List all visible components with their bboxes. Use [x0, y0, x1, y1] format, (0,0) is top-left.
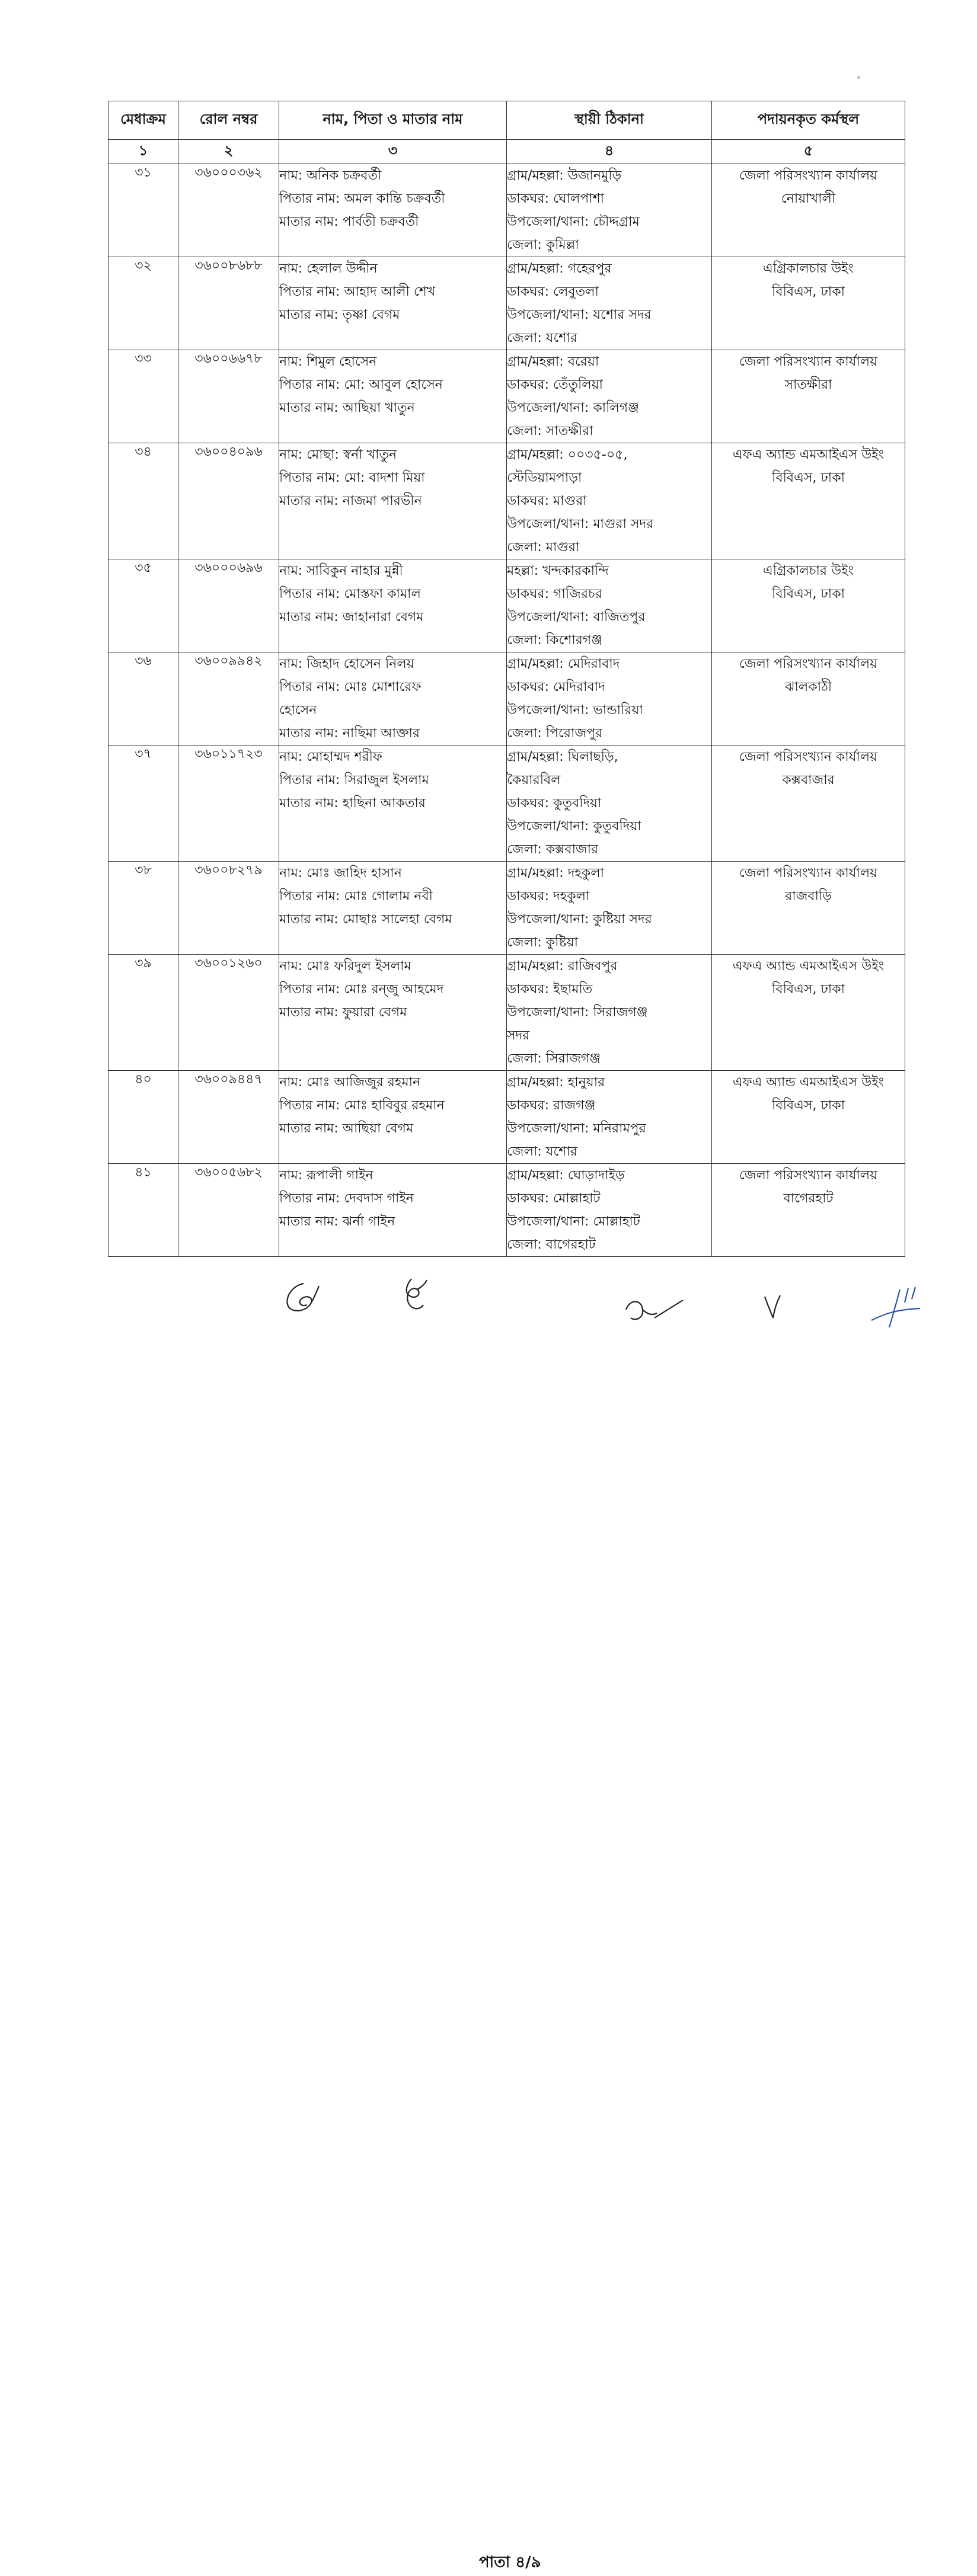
name-line: নাম: জিহাদ হোসেন নিলয় [279, 657, 414, 671]
posting-cell [712, 862, 905, 955]
address-line: গ্রাম/মহল্লা: গহেরপুর [507, 261, 612, 276]
table-row [108, 443, 905, 559]
table-row [108, 164, 905, 257]
name-line: পিতার নাম: মোঃ হাবিবুর রহমান [279, 1098, 445, 1113]
roll-cell [178, 862, 279, 955]
roll-number: ৩৬০০৫৬৮২ [194, 1165, 263, 1180]
header-posting: পদায়নকৃত কর্মস্থল [712, 101, 905, 140]
address-line: কৈয়ারবিল [507, 773, 561, 788]
merit-cell [108, 559, 178, 652]
name-line: মাতার নাম: ঝর্না গাইন [279, 1214, 395, 1229]
column-number: ৫ [712, 140, 905, 164]
name-cell [279, 443, 507, 559]
name-line: মাতার নাম: নাছিমা আক্তার [279, 726, 420, 741]
merit-value: ৩৬ [135, 654, 152, 668]
address-line: জেলা: বাগেরহাট [507, 1237, 596, 1252]
address-cell [507, 559, 712, 652]
address-line: গ্রাম/মহল্লা: বরেয়া [507, 354, 599, 369]
table-row [108, 955, 905, 1071]
address-line: জেলা: যশোর [507, 1144, 577, 1159]
roll-cell [178, 559, 279, 652]
signature-4 [760, 1292, 784, 1321]
name-line: পিতার নাম: অমল কান্তি চক্রবর্তী [279, 191, 445, 206]
address-line: সদর [507, 1028, 530, 1043]
name-line: মাতার নাম: জাহানারা বেগম [279, 610, 424, 625]
name-line: নাম: শিমুল হোসেন [279, 354, 377, 369]
posting-line: বিবিএস, ঢাকা [772, 1098, 845, 1113]
posting-line: জেলা পরিসংখ্যান কার্যালয় [739, 657, 878, 671]
address-line: উপজেলা/থানা: মনিরামপুর [507, 1121, 646, 1136]
address-cell [507, 652, 712, 745]
merit-cell [108, 443, 178, 559]
name-line: পিতার নাম: মোঃ রন্জু আহমেদ [279, 982, 444, 997]
address-line: উপজেলা/থানা: সিরাজগঞ্জ [507, 1005, 648, 1020]
name-line: মাতার নাম: আছিয়া বেগম [279, 1121, 414, 1136]
posting-line: এগ্রিকালচার উইং [762, 261, 854, 276]
posting-cell [712, 955, 905, 1071]
address-line: মহল্লা: খন্দকারকান্দি [507, 564, 609, 578]
address-line: জেলা: কুষ্টিয়া [507, 935, 578, 950]
posting-line: বিবিএস, ঢাকা [772, 587, 845, 601]
posting-line: নোয়াখালী [781, 191, 836, 206]
table-row [108, 745, 905, 862]
address-line: ডাকঘর: রাজগঞ্জ [507, 1098, 596, 1113]
name-cell [279, 1071, 507, 1164]
merit-cell [108, 862, 178, 955]
merit-value: ৩৮ [135, 863, 152, 878]
name-line: নাম: মোছা: স্বর্না খাতুন [279, 447, 397, 462]
name-line: পিতার নাম: আহাদ আলী শেখ [279, 284, 436, 299]
header-row [108, 101, 905, 140]
roll-cell [178, 257, 279, 350]
roll-number: ৩৬০০৪০৯৬ [194, 444, 263, 459]
address-cell [507, 1164, 712, 1257]
name-line: নাম: মোঃ আজিজুর রহমান [279, 1075, 421, 1090]
posting-cell [712, 1164, 905, 1257]
table-row [108, 652, 905, 745]
address-line: উপজেলা/থানা: কালিগঞ্জ [507, 401, 639, 415]
posting-line: জেলা পরিসংখ্যান কার্যালয় [739, 354, 878, 369]
posting-cell [712, 652, 905, 745]
name-line: নাম: মোঃ ফরিদুল ইসলাম [279, 959, 411, 974]
posting-line: এফএ অ্যান্ড এমআইএস উইং [732, 1075, 885, 1090]
page-footer [0, 1274, 977, 2571]
name-line: মাতার নাম: তৃষ্ণা বেগম [279, 308, 400, 322]
merit-cell [108, 257, 178, 350]
name-line: পিতার নাম: মো: আবুল হোসেন [279, 377, 443, 392]
address-line: ডাকঘর: কুতুবদিয়া [507, 796, 602, 811]
address-cell [507, 955, 712, 1071]
name-cell [279, 559, 507, 652]
roll-number: ৩৬০১১৭২৩ [194, 747, 263, 761]
address-cell [507, 257, 712, 350]
roll-number: ৩৬০০৬৬৭৮ [194, 351, 263, 366]
name-cell [279, 955, 507, 1071]
name-line: পিতার নাম: মো: বাদশা মিয়া [279, 471, 425, 485]
roll-number: ৩৬০০০৩৬২ [194, 165, 263, 180]
signature-1 [280, 1280, 321, 1316]
posting-cell [712, 350, 905, 443]
address-cell [507, 443, 712, 559]
address-line: গ্রাম/মহল্লা: রাজিবপুর [507, 959, 618, 974]
address-cell [507, 1071, 712, 1164]
name-cell [279, 164, 507, 257]
name-line: হোসেন [279, 703, 317, 718]
roll-number: ৩৬০০৯৯৪২ [194, 654, 263, 668]
name-line: পিতার নাম: সিরাজুল ইসলাম [279, 773, 429, 788]
table-row [108, 350, 905, 443]
name-line: নাম: অনিক চক্রবর্তী [279, 168, 382, 183]
address-line: গ্রাম/মহল্লা: দহকুলা [507, 866, 604, 881]
address-line: জেলা: সাতক্ষীরা [507, 424, 593, 439]
posting-line: জেলা পরিসংখ্যান কার্যালয় [739, 750, 878, 764]
table-row [108, 257, 905, 350]
scan-speck [857, 76, 860, 79]
merit-value: ৩৩ [135, 351, 152, 366]
merit-cell [108, 164, 178, 257]
address-line: উপজেলা/থানা: কুতুবদিয়া [507, 819, 641, 834]
address-line: উপজেলা/থানা: ভান্ডারিয়া [507, 703, 643, 718]
posting-cell [712, 257, 905, 350]
address-line: জেলা: সিরাজগঞ্জ [507, 1051, 601, 1066]
name-cell [279, 257, 507, 350]
merit-value: ৪০ [135, 1072, 152, 1087]
address-line: জেলা: মাগুরা [507, 540, 580, 555]
address-line: গ্রাম/মহল্লা: হানুয়ার [507, 1075, 605, 1090]
address-line: উপজেলা/থানা: মাগুরা সদর [507, 517, 654, 532]
merit-cell [108, 955, 178, 1071]
column-number: ৩ [279, 140, 507, 164]
roll-number: ৩৬০০৮৬৮৮ [194, 258, 263, 273]
address-line: গ্রাম/মহল্লা: ঘিলাছড়ি, [507, 750, 618, 764]
roll-cell [178, 1164, 279, 1257]
address-line: উপজেলা/থানা: যশোর সদর [507, 308, 652, 322]
posting-line: বিবিএস, ঢাকা [772, 284, 845, 299]
address-line: গ্রাম/মহল্লা: ০০৩৫-০৫, [507, 447, 628, 462]
name-line: পিতার নাম: মোঃ মোশারেফ [279, 680, 422, 695]
address-line: স্টেডিয়ামপাড়া [507, 471, 582, 485]
merit-cell [108, 1071, 178, 1164]
merit-cell [108, 652, 178, 745]
table-row [108, 1164, 905, 1257]
posting-line: জেলা পরিসংখ্যান কার্যালয় [739, 168, 878, 183]
address-line: জেলা: পিরোজপুর [507, 726, 603, 741]
table-row [108, 1071, 905, 1164]
address-line: গ্রাম/মহল্লা: উজানমুড়ি [507, 168, 622, 183]
posting-line: বাগেরহাট [783, 1191, 834, 1206]
signature-2 [394, 1274, 435, 1316]
column-number: ১ [108, 140, 178, 164]
merit-cell [108, 1164, 178, 1257]
merit-value: ৩৪ [135, 444, 152, 459]
name-line: মাতার নাম: আছিয়া খাতুন [279, 401, 415, 415]
address-line: ডাকঘর: ঘোলপাশা [507, 191, 605, 206]
address-cell [507, 745, 712, 862]
posting-line: বিবিএস, ঢাকা [772, 471, 845, 485]
merit-value: ৩২ [135, 258, 152, 273]
signature-5 [866, 1285, 925, 1329]
address-line: ডাকঘর: মেদিরাবাদ [507, 680, 605, 695]
address-cell [507, 350, 712, 443]
address-line: উপজেলা/থানা: বাজিতপুর [507, 610, 646, 625]
posting-line: বিবিএস, ঢাকা [772, 982, 845, 997]
address-line: ডাকঘর: তেঁতুলিয়া [507, 377, 604, 392]
roll-number: ৩৬০০৯৪৪৭ [194, 1072, 263, 1087]
name-cell [279, 652, 507, 745]
name-cell [279, 1164, 507, 1257]
name-line: নাম: হেলাল উদ্দীন [279, 261, 378, 276]
merit-cell [108, 350, 178, 443]
roll-cell [178, 443, 279, 559]
name-line: পিতার নাম: মোঃ গোলাম নবী [279, 889, 433, 904]
name-line: নাম: মোঃ জাহিদ হাসান [279, 866, 402, 881]
address-cell [507, 164, 712, 257]
roll-cell [178, 745, 279, 862]
header-address: স্থায়ী ঠিকানা [507, 101, 712, 140]
address-line: উপজেলা/থানা: কুষ্টিয়া সদর [507, 912, 652, 927]
posting-cell [712, 559, 905, 652]
roll-cell [178, 1071, 279, 1164]
name-line: নাম: সাবিকুন নাহার মুন্নী [279, 564, 403, 578]
name-line: মাতার নাম: ফুয়ারা বেগম [279, 1005, 407, 1020]
address-line: ডাকঘর: ইছামতি [507, 982, 593, 997]
posting-cell [712, 443, 905, 559]
column-number: ৪ [507, 140, 712, 164]
header-merit: মেধাক্রম [108, 101, 178, 140]
merit-value: ৪১ [135, 1165, 152, 1180]
address-line: জেলা: কক্সবাজার [507, 842, 599, 857]
header-roll: রোল নম্বর [178, 101, 279, 140]
roll-number: ৩৬০০৮২৭৯ [194, 863, 263, 878]
name-line: পিতার নাম: মোস্তফা কামাল [279, 587, 421, 601]
table-body [108, 164, 905, 1257]
merit-cell [108, 745, 178, 862]
posting-cell [712, 1071, 905, 1164]
posting-line: এগ্রিকালচার উইং [762, 564, 854, 578]
posting-line: রাজবাড়ি [785, 889, 832, 904]
address-line: গ্রাম/মহল্লা: মেদিরাবাদ [507, 657, 620, 671]
signature-3 [621, 1292, 687, 1327]
posting-line: জেলা পরিসংখ্যান কার্যালয় [739, 1168, 878, 1183]
posting-cell [712, 164, 905, 257]
address-line: ডাকঘর: গাজিরচর [507, 587, 602, 601]
address-line: জেলা: কুমিল্লা [507, 238, 579, 252]
name-line: মাতার নাম: পার্বতী চক্রবর্তী [279, 215, 419, 229]
address-line: উপজেলা/থানা: চৌদ্দগ্রাম [507, 215, 640, 229]
merit-list-table [108, 101, 905, 1257]
roll-cell [178, 164, 279, 257]
name-cell [279, 350, 507, 443]
name-line: মাতার নাম: নাজমা পারভীন [279, 494, 422, 508]
address-line: উপজেলা/থানা: মোল্লাহাট [507, 1214, 640, 1229]
posting-line: এফএ অ্যান্ড এমআইএস উইং [732, 959, 885, 974]
address-line: জেলা: যশোর [507, 331, 577, 345]
name-line: পিতার নাম: দেবদাস গাইন [279, 1191, 414, 1206]
posting-line: জেলা পরিসংখ্যান কার্যালয় [739, 866, 878, 881]
column-number-row [108, 140, 905, 164]
name-line: নাম: রূপালী গাইন [279, 1168, 373, 1183]
roll-cell [178, 350, 279, 443]
roll-number: ৩৬০০০৬৯৬ [194, 561, 263, 575]
roll-number: ৩৬০০১২৬০ [194, 956, 263, 971]
name-line: মাতার নাম: হাছিনা আকতার [279, 796, 426, 811]
posting-line: এফএ অ্যান্ড এমআইএস উইং [732, 447, 885, 462]
posting-cell [712, 745, 905, 862]
table-row [108, 559, 905, 652]
posting-line: ঝালকাঠী [784, 680, 832, 695]
column-number: ২ [178, 140, 279, 164]
roll-cell [178, 955, 279, 1071]
address-line: গ্রাম/মহল্লা: ঘোড়াদাইড় [507, 1168, 625, 1183]
merit-value: ৩৯ [135, 956, 152, 971]
address-line: ডাকঘর: মাগুরা [507, 494, 587, 508]
header-name: নাম, পিতা ও মাতার নাম [279, 101, 507, 140]
posting-line: কক্সবাজার [782, 773, 835, 788]
name-cell [279, 745, 507, 862]
name-line: মাতার নাম: মোছাঃ সালেহা বেগম [279, 912, 452, 927]
address-line: ডাকঘর: দহকুলা [507, 889, 590, 904]
merit-value: ৩৫ [135, 561, 152, 575]
merit-value: ৩১ [135, 165, 152, 180]
merit-value: ৩৭ [135, 747, 152, 761]
posting-line: সাতক্ষীরা [784, 377, 832, 392]
name-cell [279, 862, 507, 955]
name-line: নাম: মোহাম্মদ শরীফ [279, 750, 382, 764]
address-line: ডাকঘর: লেবুতলা [507, 284, 599, 299]
address-line: জেলা: কিশোরগঞ্জ [507, 633, 603, 648]
address-line: ডাকঘর: মোল্লাহাট [507, 1191, 601, 1206]
address-cell [507, 862, 712, 955]
roll-cell [178, 652, 279, 745]
table-row [108, 862, 905, 955]
page-number: পাতা ৪/৯ [479, 2553, 541, 2571]
